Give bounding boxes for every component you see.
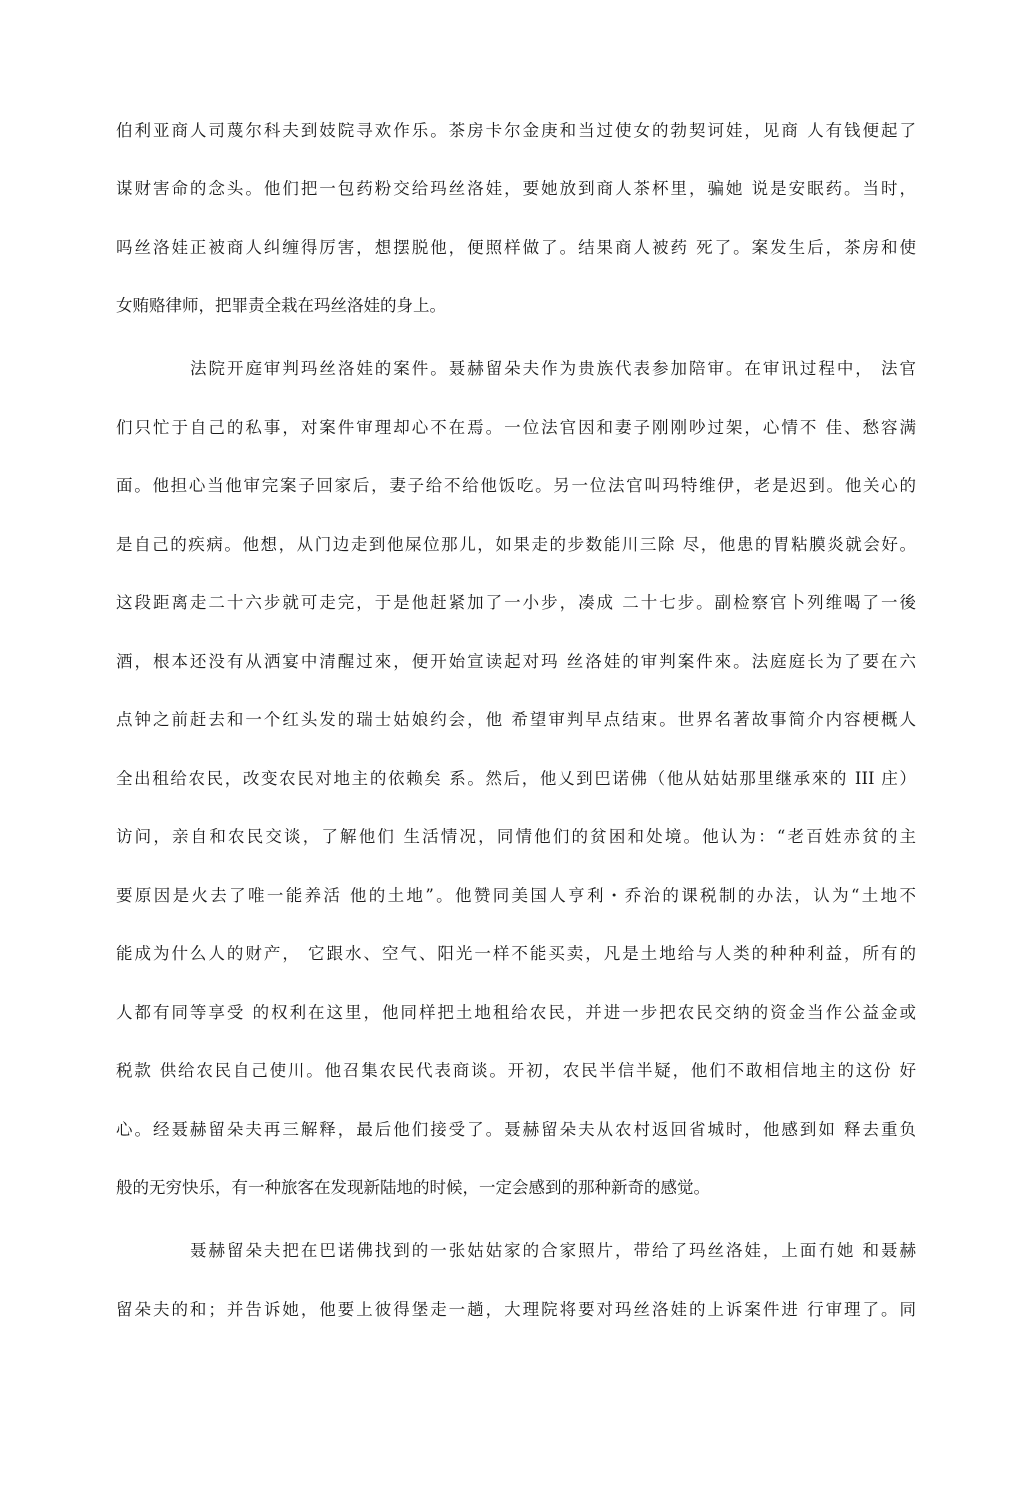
text-line: 这段距离走二十六步就可走完，于是他赶紧加了一小步，凑成 二十七步。副检察官卜列维喝了一後 — [116, 593, 916, 612]
text-line: 女贿赂律师，把罪责全栽在玛丝洛娃的身上。 — [116, 296, 446, 315]
text-line: 谋财害命的念头。他们把一包药粉交给玛丝洛娃，要她放到商人茶杯里，骗她 说是安眠药。当时， — [116, 179, 916, 198]
text-line: 们只忙于自己的私事，对案件审理却心不在焉。一位法官因和妻子刚刚吵过架，心情不 佳、愁容满 — [116, 418, 916, 437]
text-line: 能成为什么人的财产， 它跟水、空气、阳光一样不能买卖，凡是土地给与人类的种种利益，所有的 — [116, 944, 916, 963]
text-line: 全出租给农民，改变农民对地主的依赖矣 系。然后，他乂到巴诺佛（他从姑姑那里继承來的 III 庄） — [116, 769, 916, 788]
text-line: 留朵夫的和；并告诉她，他要上彼得堡走一趟，大理院将要对玛丝洛娃的上诉案件进 行审理了。同 — [116, 1300, 916, 1319]
paragraph-first-line: 聂赫留朵夫把在巴诺佛找到的一张姑姑家的合家照片，带给了玛丝洛娃，上面冇她 和聂赫 — [190, 1241, 916, 1260]
text-line: 酒，根本还没有从洒宴中清醒过來，便开始宣读起对玛 丝洛娃的审判案件來。法庭庭长为了要在六 — [116, 652, 916, 671]
text-line: 访问，亲自和农民交谈，了解他们 生活情况，同情他们的贫困和处境。他认为：“老百姓赤贫的主 — [116, 827, 916, 846]
text-line: 人都有同等享受 的权利在这里，他同样把土地租给农民，并进一步把农民交纳的资金当作公益金或 — [116, 1003, 916, 1022]
text-line: 吗丝洛娃正被商人纠缠得厉害，想摆脱他，便照样做了。结果商人被药 死了。案发生后，茶房和使 — [116, 238, 916, 257]
text-line: 心。经聂赫留朵夫再三解释，最后他们接受了。聂赫留朵夫从农村返回省城时，他感到如 释去重负 — [116, 1120, 916, 1139]
text-line: 伯利亚商人司蔑尔科夫到妓院寻欢作乐。茶房卡尔金庚和当过使女的勃契诃娃，见商 人有钱便起了 — [116, 121, 916, 140]
paragraph-first-line: 法院开庭审判玛丝洛娃的案件。聂赫留朵夫作为贵族代表参加陪审。在审讯过程中， 法官 — [190, 359, 916, 378]
text-line: 面。他担心当他审完案子回家后，妻子给不给他饭吃。另一位法官叫玛特维伊，老是迟到。他关心的 — [116, 476, 916, 495]
text-line: 税款 供给农民自己使川。他召集农民代表商谈。开初，农民半信半疑，他们不敢相信地主的这份 好 — [116, 1061, 916, 1080]
text-line: 般的无穷快乐，有一种旅客在发现新陆地的时候，一定会感到的那种新奇的感觉。 — [116, 1178, 710, 1197]
text-line: 是自己的疾病。他想，从门边走到他屎位那儿，如果走的步数能川三除 尽，他患的胃粘膜炎就会好。 — [116, 535, 916, 554]
text-line: 要原因是火去了唯一能养活 他的土地”。他赞同美国人亨利・乔治的课税制的办法，认为“土地不 — [116, 886, 916, 905]
text-line: 点钟之前赶去和一个红头发的瑞士姑娘约会，他 希望审判早点结束。世界名著故事简介内容梗概人 — [116, 710, 916, 729]
